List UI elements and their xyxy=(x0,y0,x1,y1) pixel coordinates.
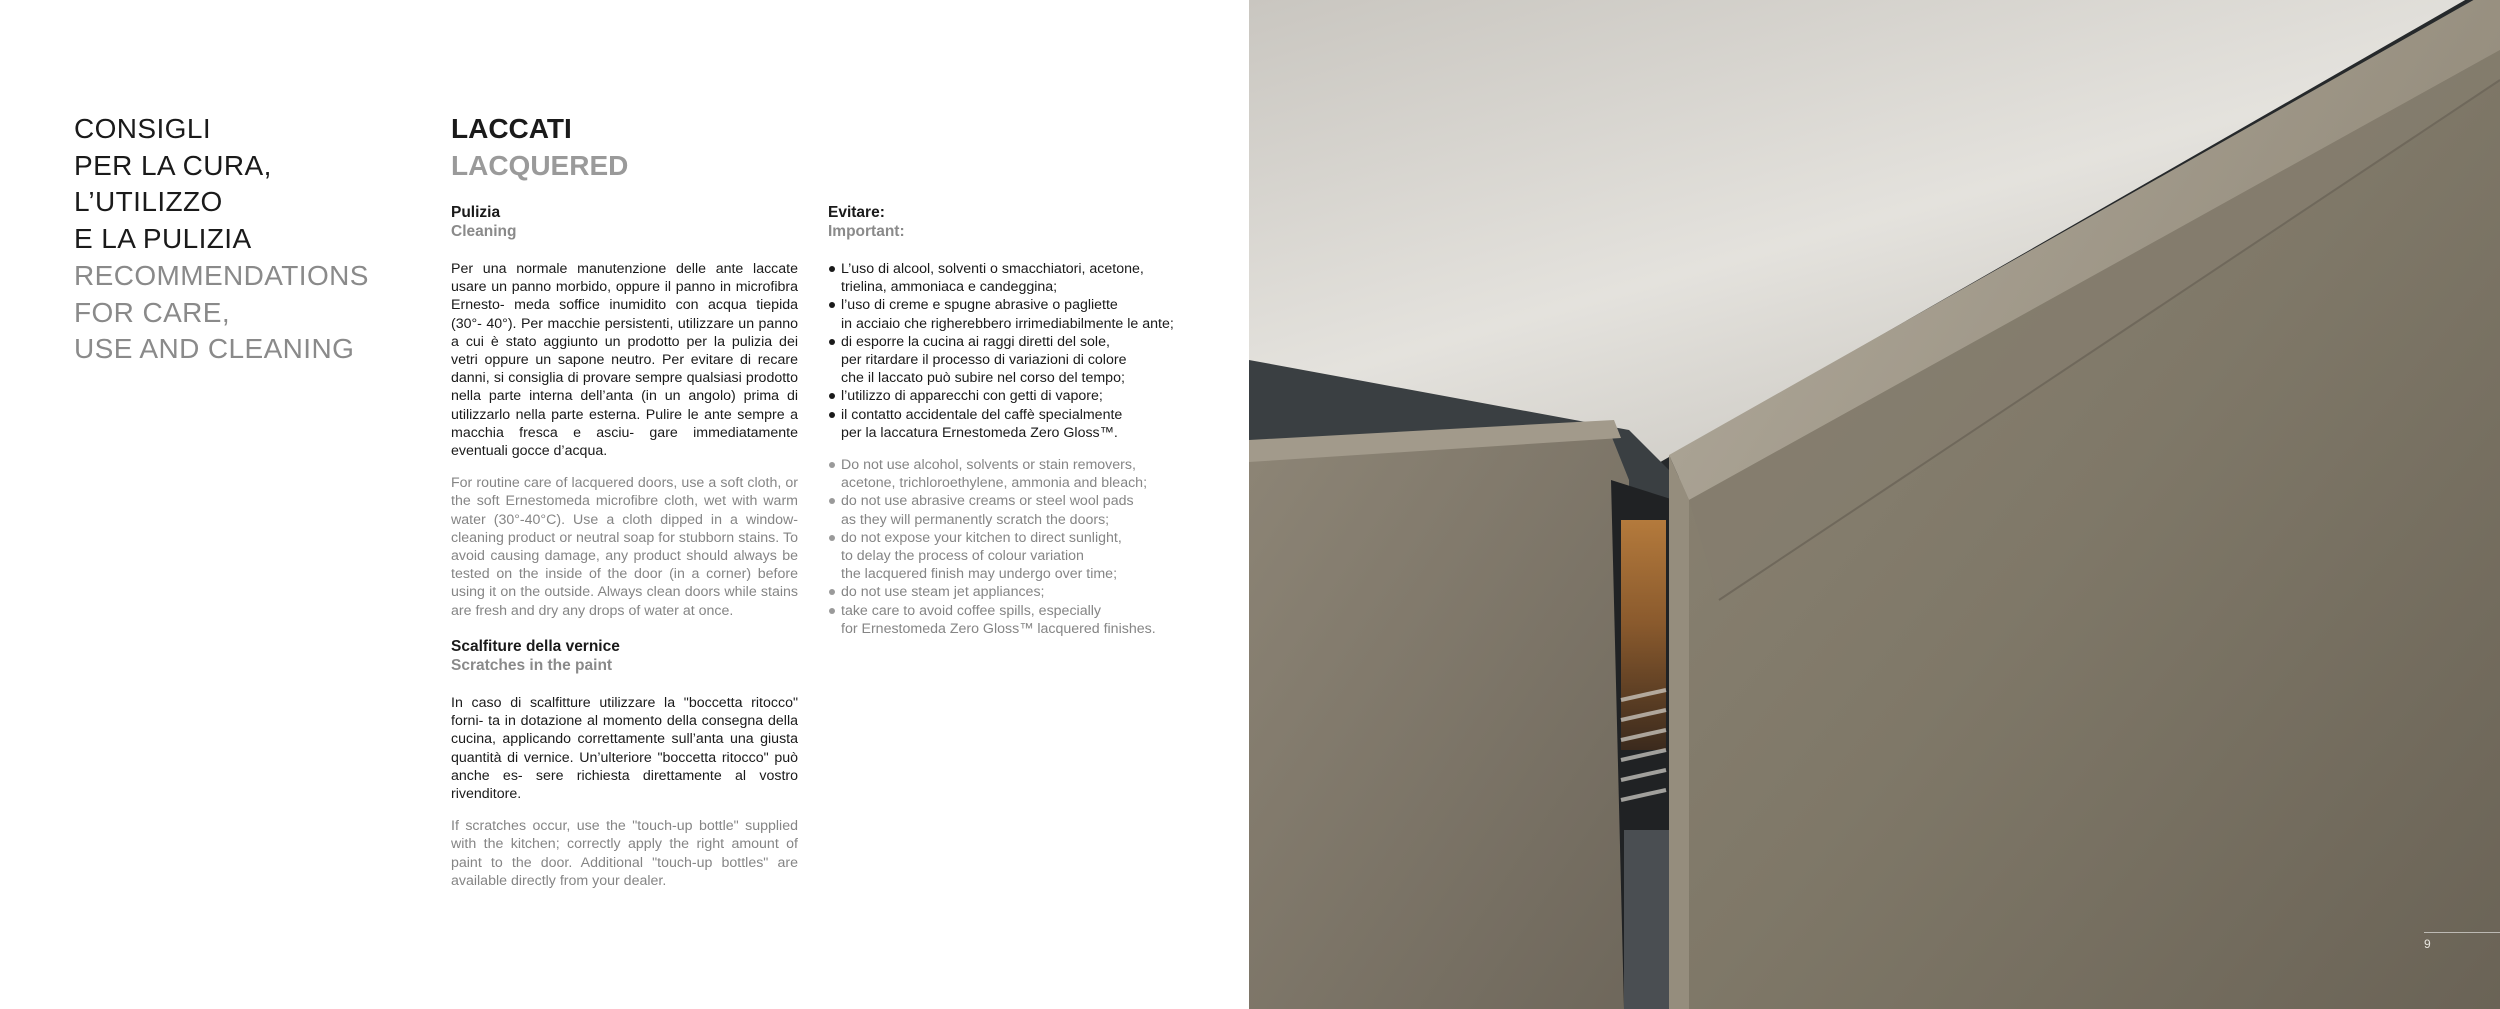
scratches-text-it: In caso di scalfitture utilizzare la "boccetta ritocco" forni- ta in dotazione al momento della consegna della cucina, applicando correttamente sull’anta una giusta quantità di vernice. Un’ulteriore "boccetta ritocco" può anche es- sere richiesta direttamente al vostro rivenditore. xyxy=(451,695,798,803)
list-item-line: to delay the process of colour variation xyxy=(841,548,1084,565)
list-item-line: che il laccato può subire nel corso del tempo; xyxy=(841,370,1125,387)
list-item-line: trielina, ammoniaca e candeggina; xyxy=(841,279,1058,296)
cleaning-section xyxy=(451,204,798,620)
cleaning-heading-it: Pulizia xyxy=(451,204,501,221)
avoid-list-en xyxy=(828,456,1228,638)
section-title xyxy=(451,111,628,184)
sidebar-title xyxy=(74,111,404,368)
list-item-line: il contatto accidentale del caffè specialmente xyxy=(841,406,1123,423)
section-title-it: LACCATI xyxy=(451,113,572,144)
page-number: 9 xyxy=(2424,937,2431,951)
list-item-line: l’uso di creme e spugne abrasive o pagliette xyxy=(841,297,1118,314)
list-item-line: for Ernestomeda Zero Gloss™ lacquered finishes. xyxy=(841,620,1156,637)
sidebar-title-line: PER LA CURA, xyxy=(74,149,272,181)
avoid-heading xyxy=(828,204,1228,241)
list-item-line: do not expose your kitchen to direct sunlight, xyxy=(841,529,1122,546)
sidebar-title-line-en: USE AND CLEANING xyxy=(74,333,355,365)
list-item xyxy=(828,456,1228,492)
list-item-line: per la laccatura Ernestomeda Zero Gloss™. xyxy=(841,424,1118,441)
list-item xyxy=(828,260,1228,296)
cleaning-heading xyxy=(451,204,798,241)
list-item-line: do not use abrasive creams or steel wool pads xyxy=(841,493,1134,510)
avoid-list-it xyxy=(828,260,1228,442)
list-item xyxy=(828,333,1228,388)
left-page xyxy=(0,0,1249,1009)
list-item-line: acetone, trichloroethylene, ammonia and bleach; xyxy=(841,475,1148,492)
list-item-line: the lacquered finish may undergo over time; xyxy=(841,566,1118,583)
avoid-heading-en: Important: xyxy=(828,222,905,240)
list-item-line: l’utilizzo di apparecchi con getti di vapore; xyxy=(841,388,1103,405)
avoid-heading-it: Evitare: xyxy=(828,204,885,221)
cleaning-heading-en: Cleaning xyxy=(451,222,517,240)
scratches-section xyxy=(451,638,798,890)
list-item-line: in acciaio che righerebbero irrimediabilmente le ante; xyxy=(841,315,1174,332)
avoid-section xyxy=(828,204,1228,638)
sidebar-title-line-en: RECOMMENDATIONS xyxy=(74,259,369,291)
scratches-text-en: If scratches occur, use the "touch-up bottle" supplied with the kitchen; correctly apply the right amount of paint to the door. Additional "touch-up bottles" are available directly from your dealer. xyxy=(451,818,798,889)
sidebar-title-line: CONSIGLI xyxy=(74,113,212,144)
cleaning-text-it: Per una normale manutenzione delle ante laccate usare un panno morbido, oppure il panno in microfibra Ernesto- meda soffice inumidito con acqua tiepida (30°- 40°). Per macchie persistenti, utilizzare un panno a cui è stato aggiunto un prodotto per la pulizia dei vetri oppure un sapone neutro. Per evitare di recare danni, si consiglia di provare sempre qualsiasi prodotto nella parte interna dell’anta (in un angolo) prima di utilizzarlo nella parte esterna. Pulire le ante sempre a macchia fresca e asciu- gare immediatamente eventuali gocce d’acqua. xyxy=(451,261,798,460)
list-item-line: do not use steam jet appliances; xyxy=(841,584,1045,601)
scratches-heading-en: Scratches in the paint xyxy=(451,656,613,674)
list-item xyxy=(828,296,1228,332)
list-item-line: di esporre la cucina ai raggi diretti del sole, xyxy=(841,333,1110,350)
page-number-rule xyxy=(2424,932,2500,933)
list-item xyxy=(828,387,1228,405)
list-item xyxy=(828,492,1228,528)
sidebar-title-line-en: FOR CARE, xyxy=(74,296,231,328)
cleaning-text-en: For routine care of lacquered doors, use a soft cloth, or the soft Ernestomeda microfibre cloth, wet with warm water (30°-40°C). Use a cloth dipped in a window- cleaning product or neutral soap for stubborn stains. To avoid causing damage, any product should always be tested on the inside of the door (in a corner) before using it on the outside. Always clean doors while stains are fresh and dry any drops of water at once. xyxy=(451,475,798,619)
list-item-line: L’uso di alcool, solventi o smacchiatori, acetone, xyxy=(841,261,1144,277)
sidebar-title-line: L’UTILIZZO xyxy=(74,186,223,218)
list-item xyxy=(828,583,1228,601)
list-item-line: as they will permanently scratch the doors; xyxy=(841,511,1110,528)
list-item xyxy=(828,406,1228,442)
list-item xyxy=(828,529,1228,584)
sidebar-title-line: E LA PULIZIA xyxy=(74,223,252,255)
scratches-heading-it: Scalfiture della vernice xyxy=(451,638,620,655)
list-item-line: per ritardare il processo di variazioni di colore xyxy=(841,352,1127,369)
section-title-en: LACQUERED xyxy=(451,149,629,181)
kitchen-door-photo xyxy=(1249,0,2500,1009)
list-item xyxy=(828,602,1228,638)
list-item-line: take care to avoid coffee spills, especially xyxy=(841,602,1101,619)
scratches-heading xyxy=(451,638,798,675)
photo-illustration xyxy=(1249,0,2500,1009)
list-item-line: Do not use alcohol, solvents or stain removers, xyxy=(841,457,1136,474)
